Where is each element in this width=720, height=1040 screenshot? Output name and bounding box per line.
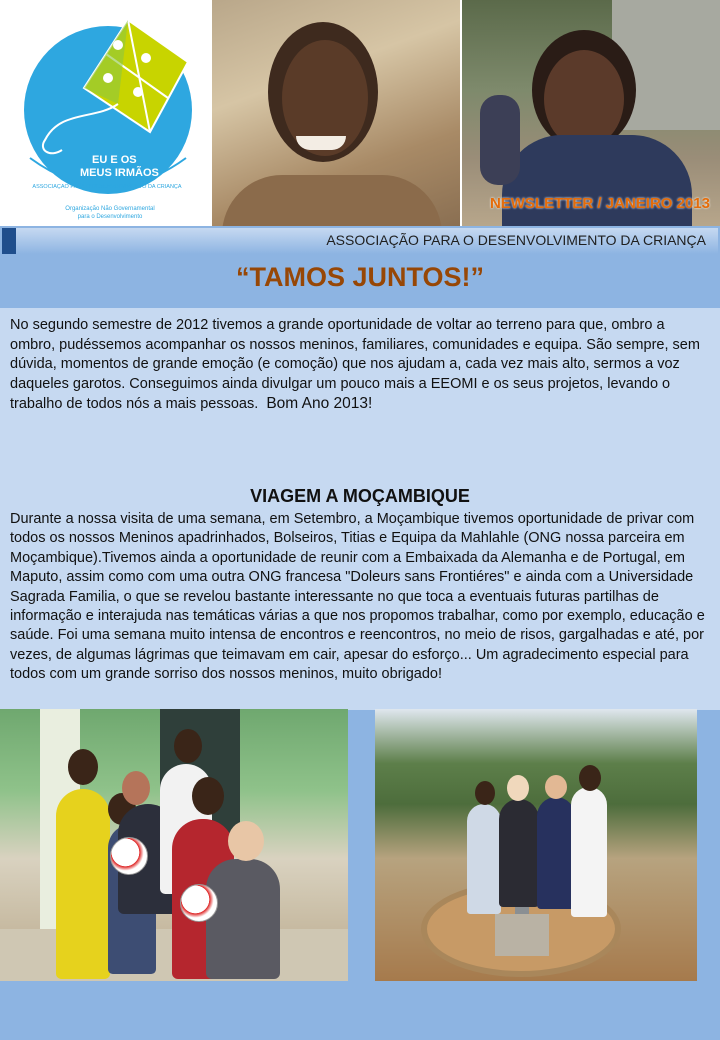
banner-text: ASSOCIAÇÃO PARA O DESENVOLVIMENTO DA CRIANÇA (326, 232, 706, 248)
kite-logo-icon (0, 0, 212, 226)
association-logo (0, 0, 212, 226)
section-title: VIAGEM A MOÇAMBIQUE (250, 486, 470, 506)
association-banner (2, 228, 718, 254)
header (0, 0, 720, 226)
logo-org-line1: Organização Não Governamental (65, 206, 155, 212)
logo-subtitle: ASSOCIAÇÃO PARA O DESENVOLVIMENTO DA CRIANÇA (32, 184, 182, 190)
section-body: Durante a nossa visita de uma semana, em Setembro, a Moçambique tivemos oportunidade de privar com todos os nossos Meninos apadrinhados, Bolseiros, Titias e Equipa da Mahlahle (ONG nossa parceira em Moçambique).Tivemos ainda a oportunidade de reunir com a Embaixada da Alemanha e de Portugal, em Maputo, assim como com uma outra ONG francesa "Doleurs sans Frontiéres" e ainda com a Universidade Sagrada Familia, o que se revelou bastante interessante no que toca a eventuais futuras partilhas de informação e interajuda nas temáticas várias a que nos propomos trabalhar, como por exemplo, educação e saúde. Foi uma semana muito intensa de encontros e reencontros, no meio de risos, gargalhadas e até, por vezes, de algumas lágrimas que teimavam em cair, apesar do esforço... Um agradecimento especial para todos com um grande sorriso dos nossos meninos, muito obrigado! (10, 511, 705, 683)
logo-org-line2: para o Desenvolvimento (77, 214, 143, 220)
logo-name-line2: MEUS IRMÃOS (80, 167, 159, 179)
logo-name-line1: EU E OS (92, 154, 137, 166)
bom-ano-text: Bom Ano 2013! (266, 395, 373, 412)
newsletter-date: NEWSLETTER / JANEIRO 2013 (489, 195, 710, 212)
photo-group-children (0, 709, 348, 981)
photo-girl-phone (462, 0, 720, 226)
photo-water-pump (375, 709, 697, 981)
photo-boy-smiling (212, 0, 460, 226)
page-title: “TAMOS JUNTOS!” (235, 262, 484, 292)
intro-paragraph (10, 316, 710, 415)
intro-text: No segundo semestre de 2012 tivemos a grande oportunidade de voltar ao terreno para que, ombro a ombro, pudéssemos acompanhar os nossos meninos, familiares, comunidades e equipa. São sempre, sem dúvida, momentos de grande emoção (e comoção) que nos ajudam a, cada vez mais alto, sermos a voz daqueles garotos. Conseguimos ainda divulgar um pouco mais a EEOMI e os seus projetos, levando o trabalho de todos nós a mais pessoas. (10, 317, 700, 412)
